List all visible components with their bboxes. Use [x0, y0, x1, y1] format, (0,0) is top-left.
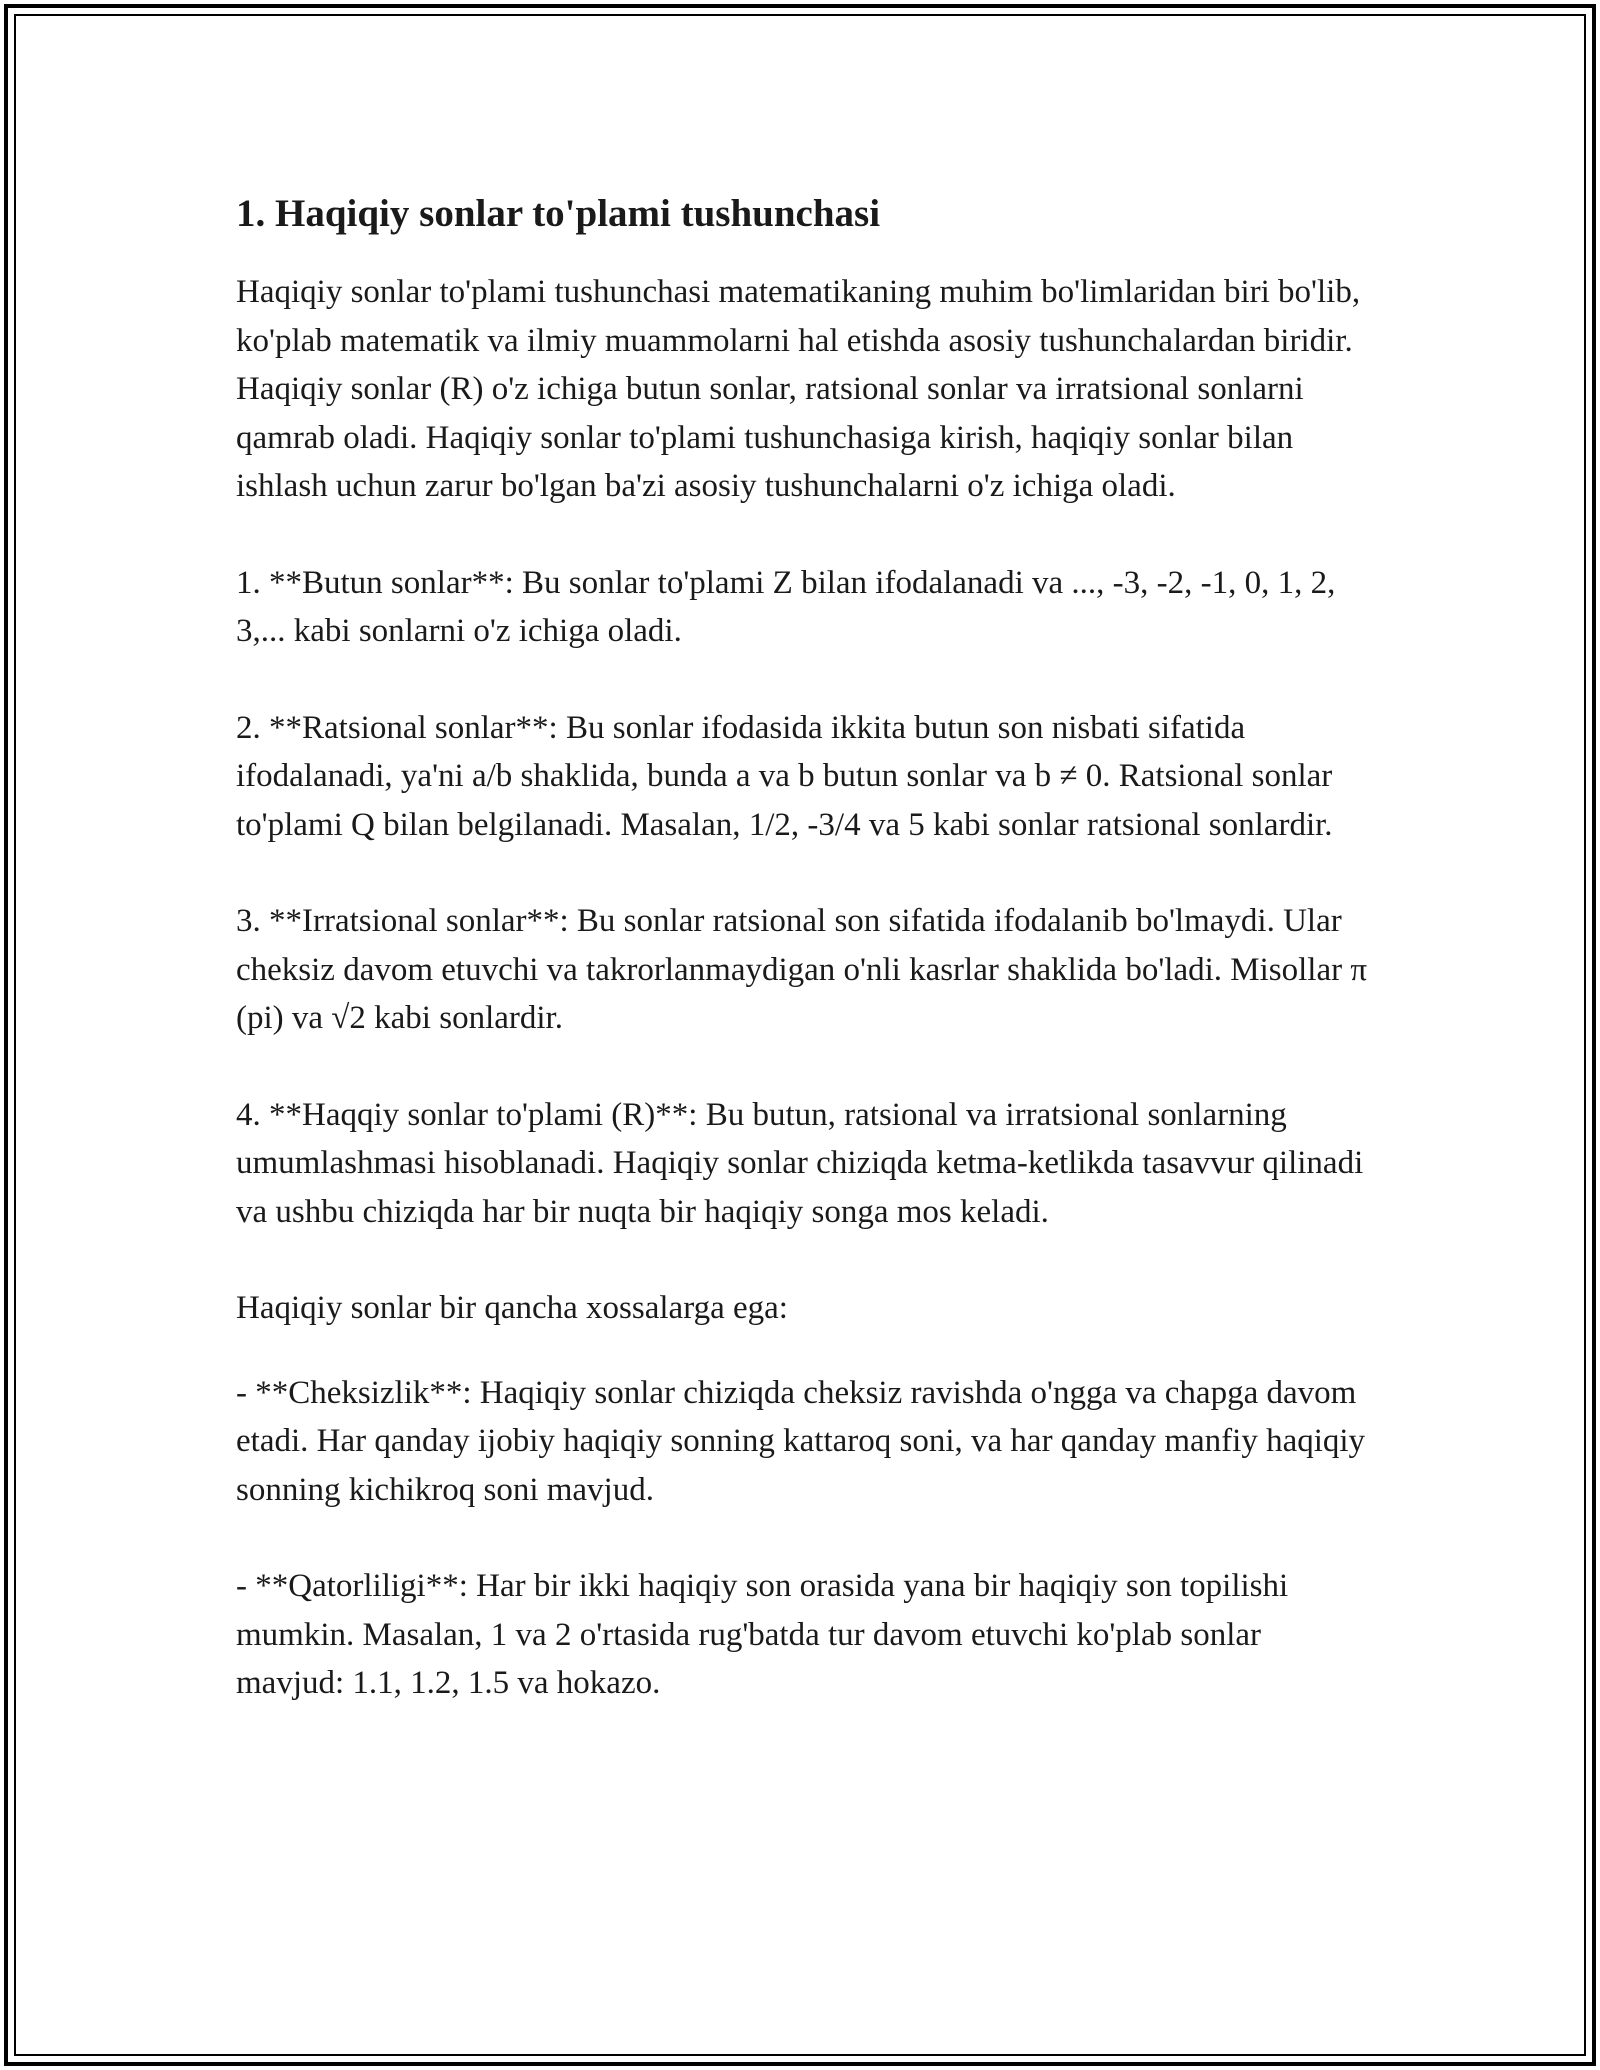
intro-paragraph: Haqiqiy sonlar to'plami tushunchasi matematikaning muhim bo'limlaridan biri bo'lib, ko'plab matematik va ilmiy muammolarni hal etishda asosiy tushunchalardan biridir. Haqiqiy sonlar (R) o'z ichiga butun sonlar, ratsional sonlar va irratsional sonlarni qamrab oladi. Haqiqiy sonlar to'plami tushunchasiga kirish, haqiqiy sonlar bilan ishlash uchun zarur bo'lgan ba'zi asosiy tushunchalarni o'z ichiga oladi.: [236, 274, 1361, 504]
document-body: [236, 182, 1368, 1756]
section-heading: 1. Haqiqiy sonlar to'plami tushunchasi: [236, 192, 881, 235]
property-qatorliligi: - **Qatorliligi**: Har bir ikki haqiqiy son orasida yana bir haqiqiy son topilishi mumkin. Masalan, 1 va 2 o'rtasida rug'batda tur davom etuvchi ko'plab sonlar mavjud: 1.1, 1.2, 1.5 va hokazo.: [236, 1568, 1289, 1701]
list-item-haqiqiy-sonlar: 4. **Haqqiy sonlar to'plami (R)**: Bu butun, ratsional va irratsional sonlarning umumlashmasi hisoblanadi. Haqiqiy sonlar chiziqda ketma-ketlikda tasavvur qilinadi va ushbu chiziqda har bir nuqta bir haqiqiy songa mos keladi.: [236, 1096, 1364, 1230]
list-item-ratsional-sonlar: 2. **Ratsional sonlar**: Bu sonlar ifodasida ikkita butun son nisbati sifatida ifodalanadi, ya'ni a/b shaklida, bunda a va b butun sonlar va b ≠ 0. Ratsional sonlar to'plami Q bilan belgilanadi. Masalan, 1/2, -3/4 va 5 kabi sonlar ratsional sonlardir.: [236, 709, 1333, 843]
properties-intro: Haqiqiy sonlar bir qancha xossalarga ega:: [236, 1290, 788, 1326]
list-item-irratsional-sonlar: 3. **Irratsional sonlar**: Bu sonlar ratsional son sifatida ifodalanib bo'lmaydi. Ular cheksiz davom etuvchi va takrorlanmaydigan o'nli kasrlar shaklida bo'ladi. Misollar π (pi) va √2 kabi sonlardir.: [236, 903, 1367, 1036]
list-item-butun-sonlar: 1. **Butun sonlar**: Bu sonlar to'plami Z bilan ifodalanadi va ..., -3, -2, -1, 0, 1, 2, 3,... kabi sonlarni o'z ichiga oladi.: [236, 564, 1336, 649]
property-cheksizlik: - **Cheksizlik**: Haqiqiy sonlar chiziqda cheksiz ravishda o'ngga va chapga davom etadi. Har qanday ijobiy haqiqiy sonning kattaroq soni, va har qanday manfiy haqiqiy sonning kichikroq soni mavjud.: [236, 1374, 1366, 1508]
